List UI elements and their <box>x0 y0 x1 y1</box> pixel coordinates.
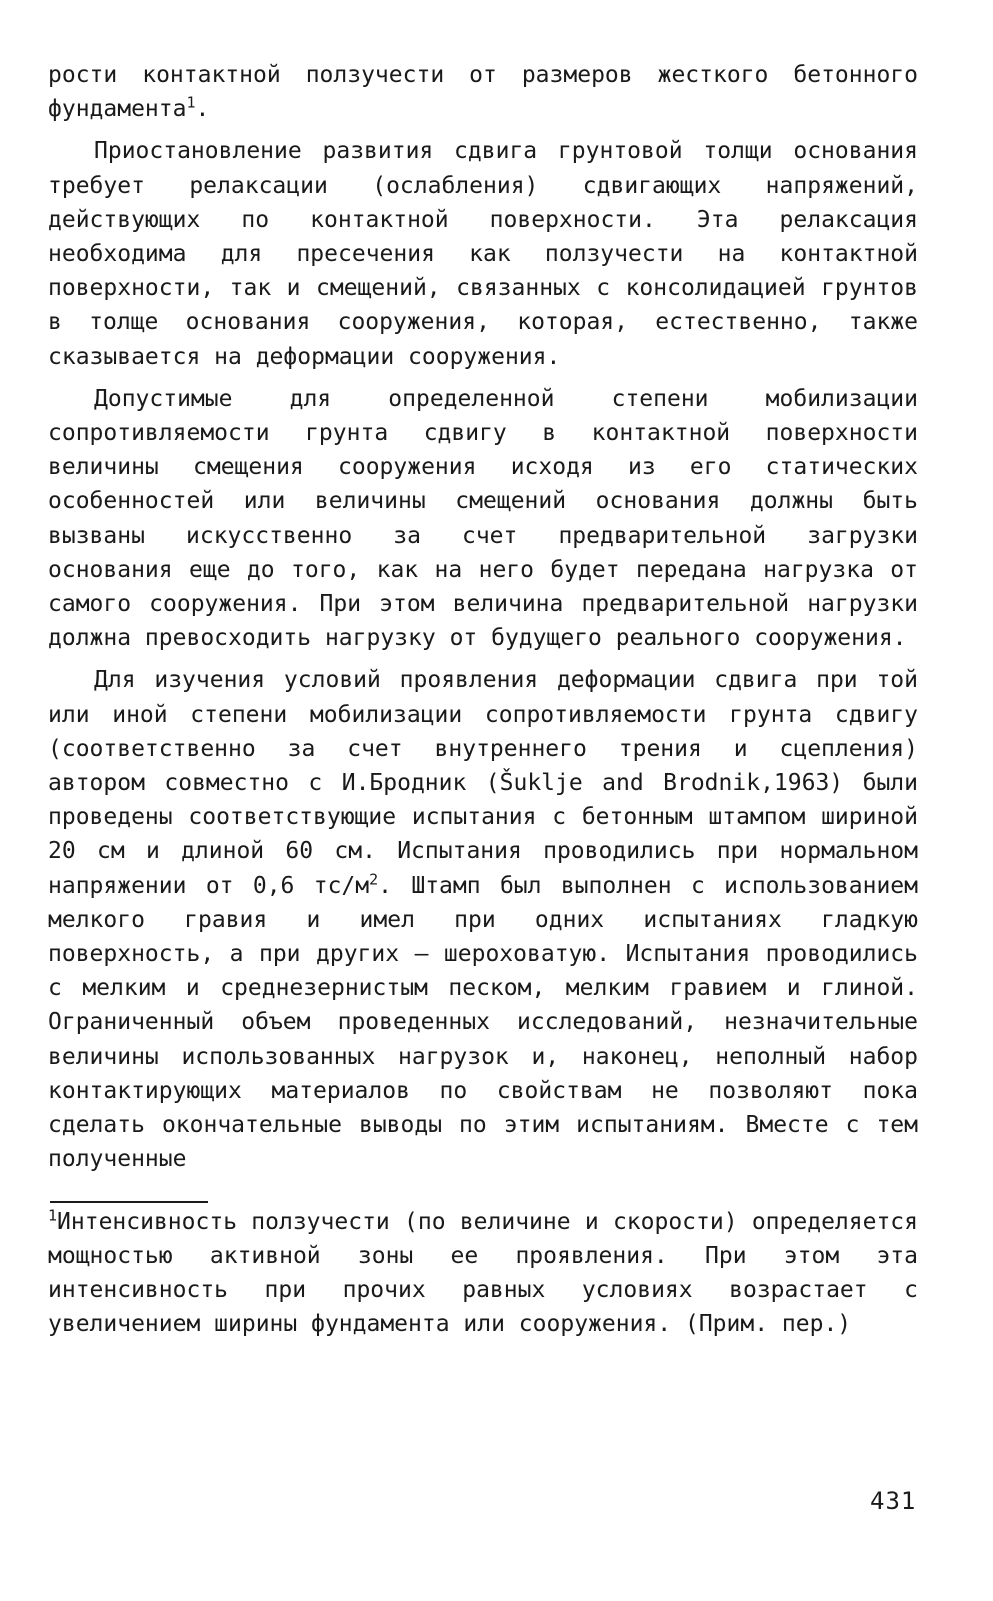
continuation-paragraph <box>48 58 918 126</box>
continuation-end: . <box>195 96 210 123</box>
footnote-marker: 1 <box>48 1205 58 1224</box>
continuation-text: рости контактной ползучести от размеров жесткого бетонного фундамента <box>48 62 918 123</box>
paragraph-experiments <box>48 663 918 1176</box>
footnote-reference: 1 <box>186 93 196 112</box>
footnote-separator <box>50 1201 208 1203</box>
page-body <box>48 58 918 1341</box>
paragraph-relaxation: Приостановление развития сдвига грунтовой толщи основания требует релаксации (ослабления) сдвигающих напряжений, действующих по контактной поверхности. Эта релаксация необходима для пресечения как ползучести на контактной поверхности, так и смещений, связанных с консолидацией грунтов в толще основания сооружения, которая, естественно, также сказывается на деформации сооружения. <box>48 138 918 370</box>
paragraph-preloading: Допустимые для определенной степени мобилизации сопротивляемости грунта сдвигу в контактной поверхности величины смещения сооружения исходя из его статических особенностей или величины смещений основания должны быть вызваны искусственно за счет предварительной загрузки основания еще до того, как на него будет передана нагрузка от самого сооружения. При этом величина предварительной нагрузки должна превосходить нагрузку от будущего реального сооружения. <box>48 385 918 652</box>
experiments-text-part1: Для изучения условий проявления деформации сдвига при той или иной степени мобилизации сопротивляемости грунта сдвигу (соответственно за счет внутреннего трения и сцепления) автором совместно с И.Бродник (Šuklje and Brodnik,1963) были проведены соответствующие испытания с бетонным штампом шириной 20 см и длиной 60 см. Испытания проводились при нормальном напряжении от 0,6 тс/м <box>48 667 918 899</box>
footnote-text: Интенсивность ползучести (по величине и скорости) определяется мощностью активной зоны ее проявления. При этом эта интенсивность при прочих равных условиях возрастает с увеличением ширины фундамента или сооружения. (Прим. пер.) <box>48 1208 918 1338</box>
experiments-text-part2: . Штамп был выполнен с использованием мелкого гравия и имел при одних испытаниях гладкую поверхность, а при других – шероховатую. Испытания проводились с мелким и среднезернистым песком, мелким гравием и глиной. Ограниченный объем проведенных исследований, незначительные величины использованных нагрузок и, наконец, неполный набор контактирующих материалов по свойствам не позволяют пока сделать окончательные выводы по этим испытаниям. Вместе с тем полученные <box>48 872 918 1173</box>
page-number: 431 <box>870 1487 917 1515</box>
unit-superscript: 2 <box>369 870 379 889</box>
footnote <box>48 1205 918 1342</box>
